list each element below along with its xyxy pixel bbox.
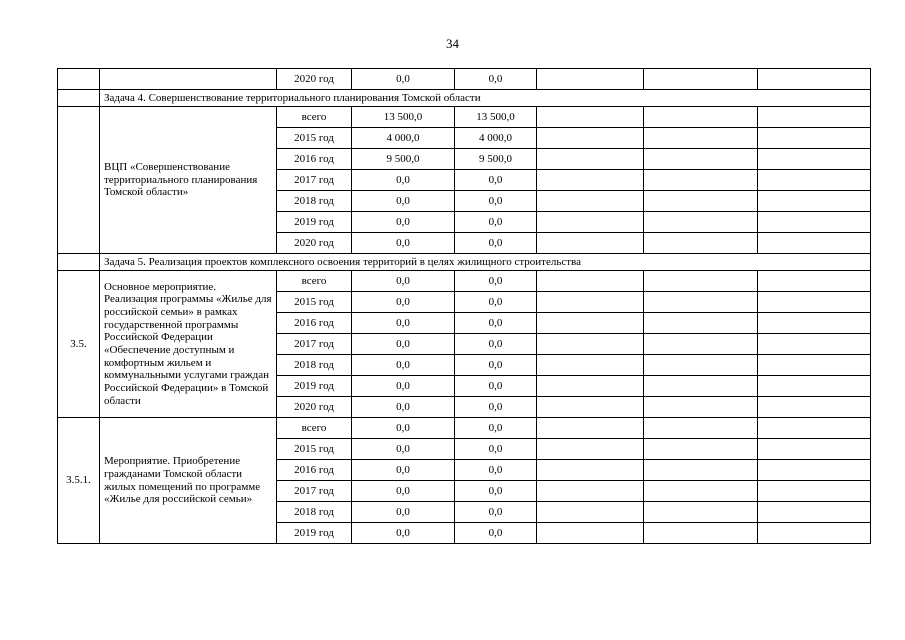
empty-cell: [537, 128, 644, 149]
empty-cell: [644, 397, 758, 418]
value-cell: 0,0: [352, 397, 455, 418]
empty-cell: [537, 460, 644, 481]
empty-cell: [758, 481, 871, 502]
empty-cell: [537, 523, 644, 544]
value-cell: 0,0: [352, 523, 455, 544]
task-title: Задача 4. Совершенствование территориального планирования Томской области: [100, 90, 871, 107]
year-cell: 2016 год: [277, 149, 352, 170]
empty-cell: [644, 69, 758, 90]
year-cell: 2016 год: [277, 313, 352, 334]
value-cell: 0,0: [352, 170, 455, 191]
empty-cell: [758, 170, 871, 191]
year-cell: 2019 год: [277, 212, 352, 233]
year-cell: 2020 год: [277, 397, 352, 418]
task-row: [58, 254, 871, 271]
empty-cell: [537, 233, 644, 254]
number-cell: [58, 254, 100, 271]
empty-cell: [644, 191, 758, 212]
year-cell: 2015 год: [277, 128, 352, 149]
year-cell: всего: [277, 107, 352, 128]
value-cell: 0,0: [455, 460, 537, 481]
empty-cell: [644, 523, 758, 544]
empty-cell: [537, 334, 644, 355]
empty-cell: [758, 418, 871, 439]
empty-cell: [644, 418, 758, 439]
value-cell: 0,0: [352, 292, 455, 313]
page-number: 34: [446, 36, 459, 51]
value-cell: 0,0: [455, 334, 537, 355]
task-title: Задача 5. Реализация проектов комплексного освоения территорий в целях жилищного строительства: [100, 254, 871, 271]
number-cell: [58, 90, 100, 107]
item-number: 3.5.1.: [58, 418, 100, 544]
value-cell: 0,0: [352, 233, 455, 254]
empty-cell: [644, 355, 758, 376]
empty-cell: [644, 149, 758, 170]
empty-cell: [758, 149, 871, 170]
empty-cell: [537, 191, 644, 212]
empty-cell: [758, 271, 871, 292]
value-cell: 0,0: [455, 271, 537, 292]
year-cell: 2018 год: [277, 355, 352, 376]
item-name: Основное мероприятие. Реализация программы «Жилье для российской семьи» в рамках государственной программы Российской Федерации «Обеспечение доступным и комфортным жильем и коммунальными услугами граждан Российской Федерации» в Томской области: [100, 271, 277, 418]
value-cell: 0,0: [455, 233, 537, 254]
empty-cell: [537, 271, 644, 292]
item-number: [58, 107, 100, 254]
empty-cell: [537, 69, 644, 90]
empty-cell: [758, 233, 871, 254]
empty-cell: [758, 376, 871, 397]
empty-cell: [644, 128, 758, 149]
value-cell: 0,0: [455, 313, 537, 334]
year-cell: 2017 год: [277, 334, 352, 355]
table-row: [58, 418, 871, 439]
empty-cell: [758, 502, 871, 523]
year-cell: 2017 год: [277, 481, 352, 502]
empty-cell: [537, 107, 644, 128]
budget-table: [57, 68, 871, 544]
empty-cell: [644, 313, 758, 334]
empty-cell: [644, 170, 758, 191]
year-cell: 2019 год: [277, 523, 352, 544]
empty-cell: [758, 128, 871, 149]
item-name: Мероприятие. Приобретение гражданами Томской области жилых помещений по программе «Жилье для российской семьи»: [100, 418, 277, 544]
year-cell: 2015 год: [277, 439, 352, 460]
empty-cell: [537, 355, 644, 376]
value-cell: 0,0: [352, 313, 455, 334]
year-cell: 2015 год: [277, 292, 352, 313]
empty-cell: [758, 334, 871, 355]
value-cell: 0,0: [455, 212, 537, 233]
value-cell: 0,0: [352, 271, 455, 292]
value-cell: 0,0: [352, 439, 455, 460]
value-cell: 0,0: [455, 439, 537, 460]
value-cell: 0,0: [352, 334, 455, 355]
table-row: [58, 69, 871, 90]
year-cell: 2020 год: [277, 233, 352, 254]
empty-cell: [644, 460, 758, 481]
value-cell: 0,0: [352, 376, 455, 397]
empty-cell: [644, 233, 758, 254]
task-row: [58, 90, 871, 107]
value-cell: 0,0: [455, 191, 537, 212]
year-cell: всего: [277, 271, 352, 292]
empty-cell: [758, 212, 871, 233]
year-cell: 2019 год: [277, 376, 352, 397]
empty-cell: [758, 292, 871, 313]
name-cell: [100, 69, 277, 90]
empty-cell: [537, 481, 644, 502]
empty-cell: [537, 212, 644, 233]
value-cell: 13 500,0: [352, 107, 455, 128]
year-cell: 2017 год: [277, 170, 352, 191]
empty-cell: [758, 313, 871, 334]
value-cell: 0,0: [455, 481, 537, 502]
value-cell: 0,0: [455, 523, 537, 544]
value-cell: 0,0: [352, 355, 455, 376]
year-cell: 2018 год: [277, 502, 352, 523]
value-cell: 0,0: [455, 355, 537, 376]
value-cell: 0,0: [455, 502, 537, 523]
table-row: [58, 107, 871, 128]
year-cell: 2018 год: [277, 191, 352, 212]
value-cell: 0,0: [352, 460, 455, 481]
year-cell: всего: [277, 418, 352, 439]
empty-cell: [758, 397, 871, 418]
value-cell: 13 500,0: [455, 107, 537, 128]
value-cell: 0,0: [352, 69, 455, 90]
empty-cell: [758, 439, 871, 460]
value-cell: 0,0: [455, 397, 537, 418]
empty-cell: [644, 376, 758, 397]
value-cell: 4 000,0: [352, 128, 455, 149]
empty-cell: [537, 397, 644, 418]
value-cell: 0,0: [455, 170, 537, 191]
item-name: ВЦП «Совершенствование территориального планирования Томской области»: [100, 107, 277, 254]
empty-cell: [537, 149, 644, 170]
empty-cell: [758, 460, 871, 481]
value-cell: 9 500,0: [352, 149, 455, 170]
table-row: [58, 271, 871, 292]
empty-cell: [644, 439, 758, 460]
empty-cell: [758, 191, 871, 212]
empty-cell: [644, 502, 758, 523]
empty-cell: [758, 107, 871, 128]
item-number: 3.5.: [58, 271, 100, 418]
empty-cell: [537, 418, 644, 439]
empty-cell: [537, 170, 644, 191]
value-cell: 0,0: [352, 502, 455, 523]
empty-cell: [537, 502, 644, 523]
value-cell: 0,0: [455, 418, 537, 439]
empty-cell: [758, 355, 871, 376]
empty-cell: [644, 292, 758, 313]
value-cell: 4 000,0: [455, 128, 537, 149]
empty-cell: [537, 292, 644, 313]
empty-cell: [644, 107, 758, 128]
value-cell: 0,0: [455, 376, 537, 397]
empty-cell: [644, 271, 758, 292]
empty-cell: [537, 313, 644, 334]
value-cell: 0,0: [352, 418, 455, 439]
empty-cell: [758, 69, 871, 90]
empty-cell: [644, 334, 758, 355]
value-cell: 0,0: [352, 481, 455, 502]
empty-cell: [537, 376, 644, 397]
year-cell: 2016 год: [277, 460, 352, 481]
value-cell: 0,0: [352, 191, 455, 212]
empty-cell: [644, 212, 758, 233]
empty-cell: [644, 481, 758, 502]
value-cell: 9 500,0: [455, 149, 537, 170]
empty-cell: [758, 523, 871, 544]
value-cell: 0,0: [455, 292, 537, 313]
number-cell: [58, 69, 100, 90]
value-cell: 0,0: [352, 212, 455, 233]
empty-cell: [537, 439, 644, 460]
year-cell: 2020 год: [277, 69, 352, 90]
value-cell: 0,0: [455, 69, 537, 90]
